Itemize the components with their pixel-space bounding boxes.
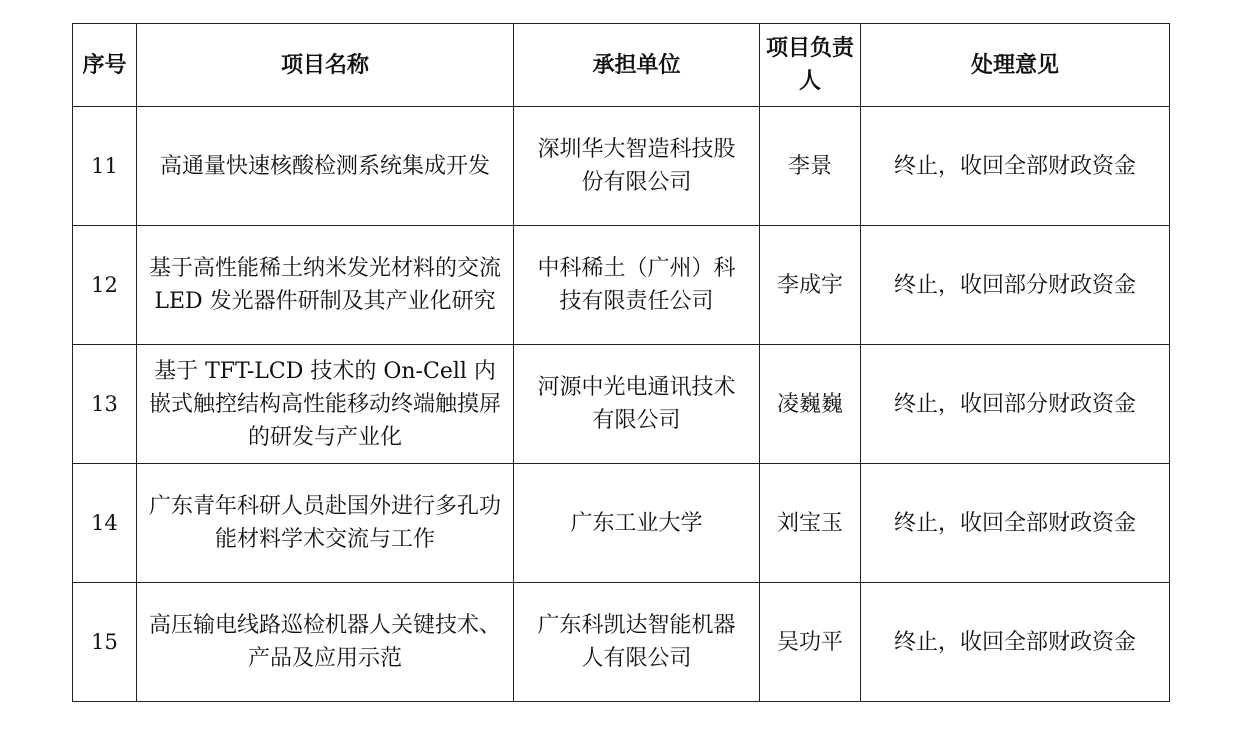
header-project-name: 项目名称 [137,24,514,107]
table-row [73,345,1170,464]
cell-opinion: 终止，收回部分财政资金 [861,345,1170,464]
cell-project-leader: 刘宝玉 [760,464,861,583]
header-serial-number: 序号 [73,24,137,107]
cell-opinion: 终止，收回部分财政资金 [861,226,1170,345]
cell-project-name: 广东青年科研人员赴国外进行多孔功能材料学术交流与工作 [137,464,514,583]
header-organization: 承担单位 [514,24,760,107]
cell-opinion: 终止，收回全部财政资金 [861,583,1170,702]
project-table [72,23,1170,702]
cell-serial-number: 12 [73,226,137,345]
cell-organization: 河源中光电通讯技术有限公司 [514,345,760,464]
cell-organization: 广东工业大学 [514,464,760,583]
cell-serial-number: 15 [73,583,137,702]
cell-organization: 广东科凯达智能机器人有限公司 [514,583,760,702]
table-row [73,107,1170,226]
table-row [73,464,1170,583]
cell-project-name: 高压输电线路巡检机器人关键技术、产品及应用示范 [137,583,514,702]
header-opinion: 处理意见 [861,24,1170,107]
cell-organization: 深圳华大智造科技股份有限公司 [514,107,760,226]
cell-opinion: 终止，收回全部财政资金 [861,107,1170,226]
cell-project-leader: 吴功平 [760,583,861,702]
cell-project-name: 基于 TFT-LCD 技术的 On-Cell 内嵌式触控结构高性能移动终端触摸屏的研发与产业化 [137,345,514,464]
cell-serial-number: 11 [73,107,137,226]
cell-project-leader: 凌巍巍 [760,345,861,464]
cell-project-name: 基于高性能稀土纳米发光材料的交流 LED 发光器件研制及其产业化研究 [137,226,514,345]
cell-project-name: 高通量快速核酸检测系统集成开发 [137,107,514,226]
cell-opinion: 终止，收回全部财政资金 [861,464,1170,583]
table-row [73,583,1170,702]
table-row [73,226,1170,345]
cell-project-leader: 李成宇 [760,226,861,345]
header-project-leader: 项目负责人 [760,24,861,107]
cell-serial-number: 14 [73,464,137,583]
cell-project-leader: 李景 [760,107,861,226]
header-row [73,24,1170,107]
cell-serial-number: 13 [73,345,137,464]
cell-organization: 中科稀土（广州）科技有限责任公司 [514,226,760,345]
